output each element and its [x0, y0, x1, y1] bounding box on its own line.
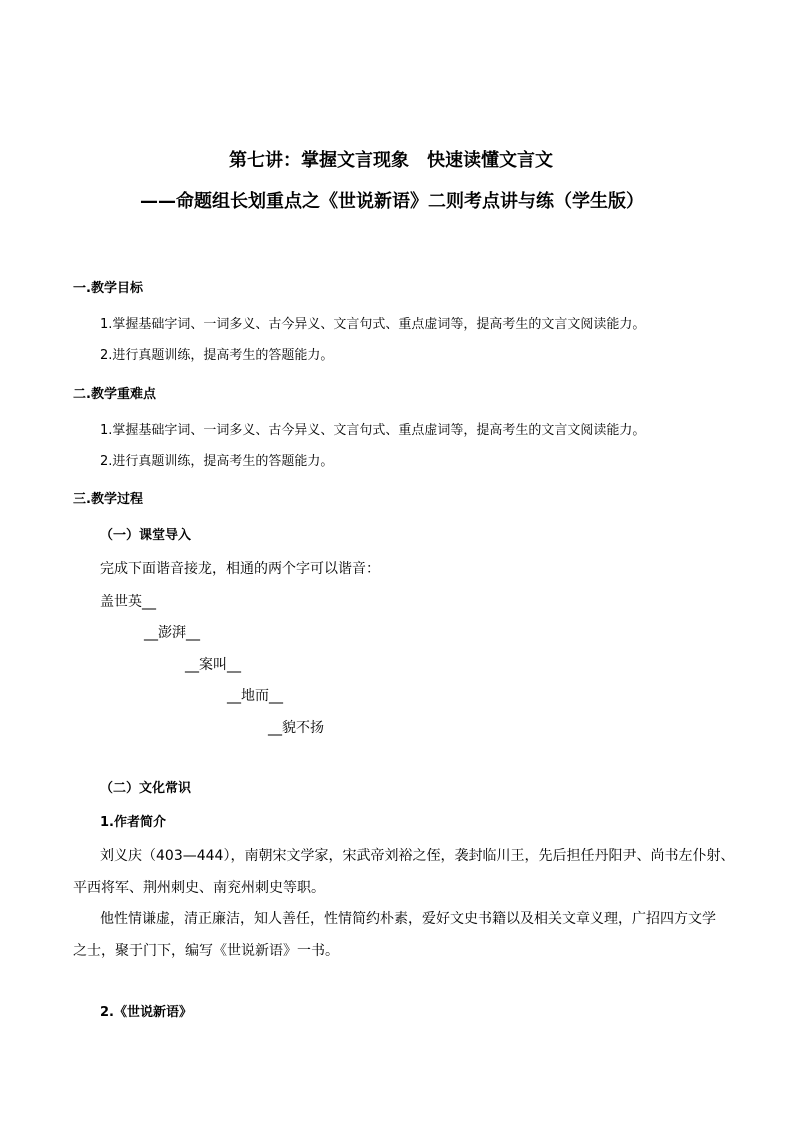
author-intro-heading: 1.作者简介 [100, 815, 166, 830]
section2-item-2: 2.进行真题训练，提高考生的答题能力。 [100, 454, 334, 469]
book-heading: 2.《世说新语》 [100, 1005, 192, 1020]
part1-instruction: 完成下面谐音接龙，相通的两个字可以谐音： [100, 561, 380, 577]
section2-heading: 二.教学重难点 [73, 387, 156, 402]
section2-item-1: 1.掌握基础字词、一词多义、古今异义、文言句式、重点虚词等，提高考生的文言文阅读能力。 [100, 423, 646, 438]
author-paragraph1-line1: 刘义庆（403—444），南朝宋文学家，宋武帝刘裕之侄，袭封临川王，先后担任丹阳尹、尚书左仆射、 [100, 848, 735, 864]
chain-item-5: __貌不扬 [268, 720, 324, 736]
chain-item-1: 盖世英__ [100, 594, 156, 610]
section1-item-2: 2.进行真题训练，提高考生的答题能力。 [100, 348, 334, 363]
author-paragraph1-line2: 平西将军、荆州刺史、南兖州刺史等职。 [73, 880, 325, 896]
author-paragraph2-line1: 他性情谦虚，清正廉洁，知人善任，性情简约朴素，爱好文史书籍以及相关文章义理，广招四方文学 [100, 911, 716, 927]
page-subtitle: ——命题组长划重点之《世说新语》二则考点讲与练（学生版） [140, 191, 644, 212]
part1-heading: （一）课堂导入 [100, 528, 192, 543]
page-title: 第七讲：掌握文言现象 快速读懂文言文 [229, 150, 553, 171]
chain-item-4: __地而__ [227, 688, 283, 704]
section3-heading: 三.教学过程 [73, 492, 143, 507]
section1-item-1: 1.掌握基础字词、一词多义、古今异义、文言句式、重点虚词等，提高考生的文言文阅读能力。 [100, 317, 646, 332]
chain-item-2: __澎湃__ [144, 625, 200, 641]
author-paragraph2-line2: 之士，聚于门下，编写《世说新语》一书。 [73, 943, 339, 959]
part2-heading: （二）文化常识 [100, 781, 192, 796]
section1-heading: 一.教学目标 [73, 281, 143, 296]
chain-item-3: __案叫__ [185, 657, 241, 673]
